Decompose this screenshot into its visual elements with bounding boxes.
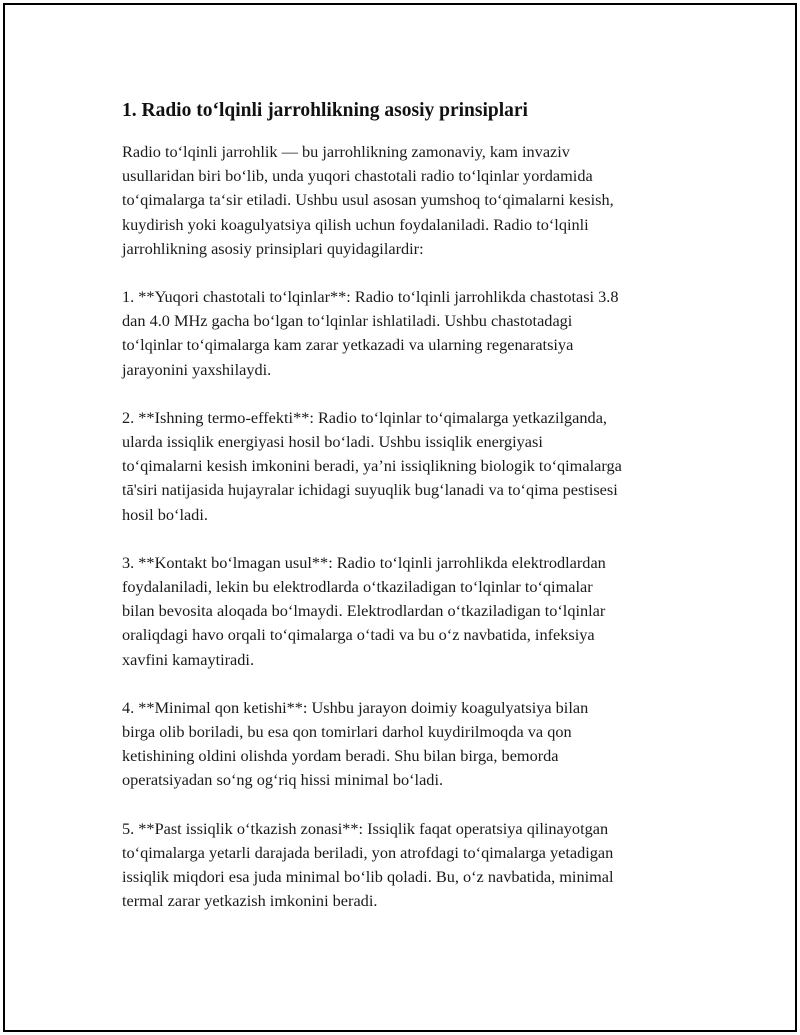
principle-5-paragraph bbox=[122, 817, 697, 914]
paragraph-line: to‘qimalarga ta‘sir etiladi. Ushbu usul asosan yumshoq to‘qimalarni kesish, bbox=[122, 190, 614, 210]
principle-3-paragraph bbox=[122, 551, 697, 672]
paragraph-line: kuydirish yoki koagulyatsiya qilish uchun foydalaniladi. Radio to‘lqinli bbox=[122, 214, 589, 234]
paragraph-line: ularda issiqlik energiyasi hosil bo‘ladi. Ushbu issiqlik energiyasi bbox=[122, 432, 543, 452]
paragraph-line: hosil bo‘ladi. bbox=[122, 504, 208, 524]
paragraph-line: to‘qimalarni kesish imkonini beradi, ya’ni issiqlikning biologik to‘qimalarga bbox=[122, 456, 622, 476]
paragraph-line: 1. **Yuqori chastotali to‘lqinlar**: Radio to‘lqinli jarrohlikda chastotasi 3.8 bbox=[122, 287, 619, 307]
paragraph-line: tā'siri natijasida hujayralar ichidagi suyuqlik bug‘lanadi va to‘qima pestisesi bbox=[122, 480, 618, 500]
principle-2-paragraph bbox=[122, 406, 697, 527]
paragraph-line: xavfini kamaytiradi. bbox=[122, 649, 255, 669]
paragraph-line: Radio to‘lqinli jarrohlik — bu jarrohlikning zamonaviy, kam invaziv bbox=[122, 142, 570, 161]
paragraph-line: 5. **Past issiqlik o‘tkazish zonasi**: Issiqlik faqat operatsiya qilinayotgan bbox=[122, 818, 609, 838]
paragraph-line: dan 4.0 MHz gacha bo‘lgan to‘lqinlar ishlatiladi. Ushbu chastotadagi bbox=[122, 311, 573, 331]
paragraph-line: bilan bevosita aloqada bo‘lmaydi. Elektrodlardan o‘tkaziladigan to‘lqinlar bbox=[122, 601, 606, 621]
principle-1-paragraph bbox=[122, 285, 697, 382]
paragraph-line: issiqlik miqdori esa juda minimal bo‘lib qoladi. Bu, o‘z navbatida, minimal bbox=[122, 867, 614, 887]
section-heading: 1. Radio to‘lqinli jarrohlikning asosiy prinsiplari bbox=[122, 100, 528, 121]
paragraph-line: jarayonini yaxshilaydi. bbox=[122, 359, 272, 379]
paragraph-line: 2. **Ishning termo-effekti**: Radio to‘lqinlar to‘qimalarga yetkazilganda, bbox=[122, 407, 607, 427]
document-page bbox=[3, 3, 797, 1032]
paragraph-line: birga olib boriladi, bu esa qon tomirlari darhol kuydirilmoqda va qon bbox=[122, 722, 572, 742]
paragraph-line: ketishining oldini olishda yordam beradi. Shu bilan birga, bemorda bbox=[122, 746, 559, 766]
principle-4-paragraph bbox=[122, 696, 697, 793]
paragraph-line: 3. **Kontakt bo‘lmagan usul**: Radio to‘lqinli jarrohlikda elektrodlardan bbox=[122, 552, 606, 572]
paragraph-line: foydalaniladi, lekin bu elektrodlarda o‘tkaziladigan to‘lqinlar to‘qimalar bbox=[122, 577, 593, 597]
intro-paragraph bbox=[122, 140, 697, 261]
paragraph-line: 4. **Minimal qon ketishi**: Ushbu jarayon doimiy koagulyatsiya bilan bbox=[122, 697, 589, 717]
paragraph-line: to‘qimalarga yetarli darajada beriladi, yon atrofdagi to‘qimalarga yetadigan bbox=[122, 842, 614, 862]
paragraph-line: jarrohlikning asosiy prinsiplari quyidagilardir: bbox=[122, 238, 424, 258]
paragraph-line: oraliqdagi havo orqali to‘qimalarga o‘tadi va bu o‘z navbatida, infeksiya bbox=[122, 625, 595, 645]
paragraph-line: usullaridan biri bo‘lib, unda yuqori chastotali radio to‘lqinlar yordamida bbox=[122, 166, 593, 186]
document-body bbox=[122, 98, 697, 937]
paragraph-line: operatsiyadan so‘ng og‘riq hissi minimal bo‘ladi. bbox=[122, 770, 444, 790]
paragraph-line: to‘lqinlar to‘qimalarga kam zarar yetkazadi va ularning regenaratsiya bbox=[122, 335, 574, 355]
paragraph-line: termal zarar yetkazish imkonini beradi. bbox=[122, 891, 378, 911]
